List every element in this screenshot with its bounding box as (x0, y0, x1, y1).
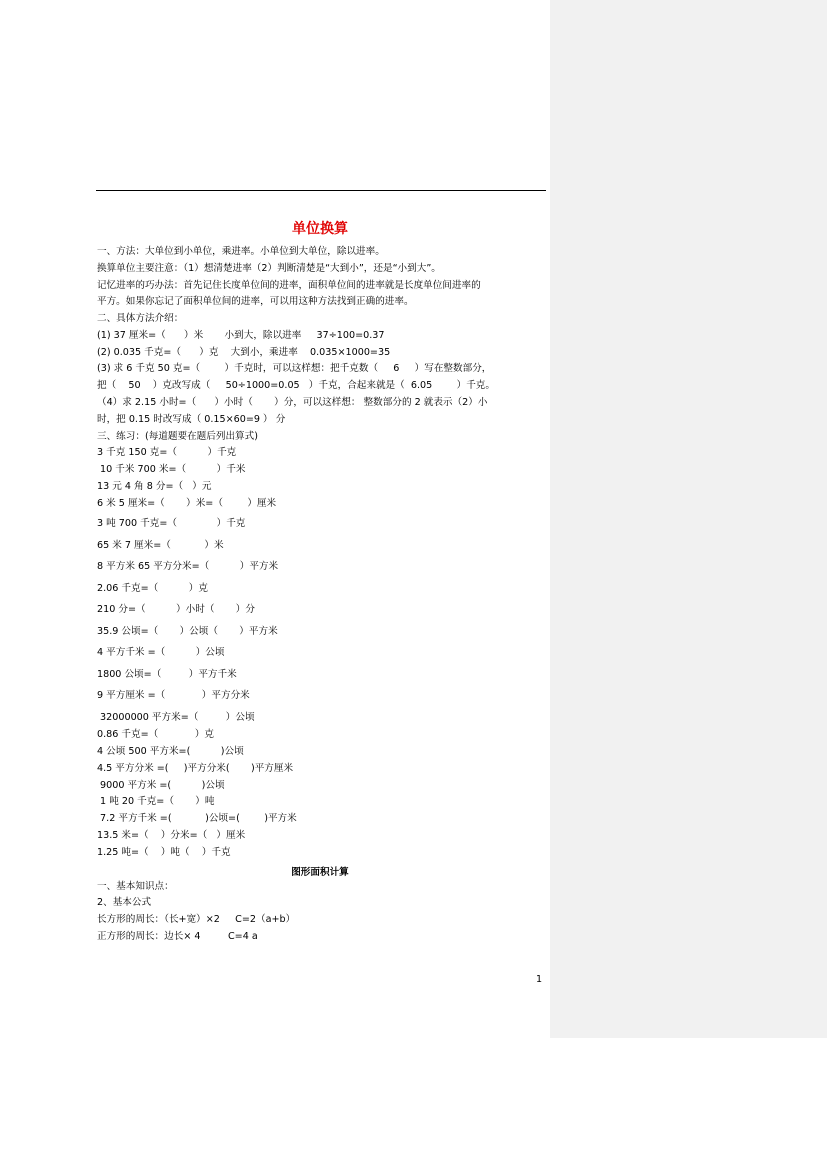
text-line: 210 分=（ ）小时（ ）分 (97, 604, 255, 615)
text-line: 2、基本公式 (97, 897, 152, 908)
text-line: 平方。如果你忘记了面积单位间的进率，可以用这种方法找到正确的进率。 (97, 296, 414, 307)
text-line: 4 平方千米 =（ ）公顷 (97, 647, 225, 658)
text-line: 一、基本知识点： (97, 881, 174, 892)
comment-pane (550, 0, 827, 1038)
text-line: (3) 求 6 千克 50 克=（ ）千克时，可以这样想：把千克数（ 6 ）写在整数部分， (97, 363, 492, 374)
text-line: 换算单位主要注意：（1）想清楚进率（2）判断清楚是“大到小”，还是“小到大”。 (97, 263, 441, 274)
text-line: 3 千克 150 克=（ ）千克 (97, 447, 237, 458)
text-line: 9000 平方米 =( )公顷 (97, 780, 225, 791)
text-line: 6 米 5 厘米=（ ）米=（ ）厘米 (97, 498, 277, 509)
text-line: 长方形的周长：（长+宽）×2 C=2（a+b） (97, 914, 296, 925)
page-title: 单位换算 (292, 221, 348, 237)
text-line: 13 元 4 角 8 分=（ ）元 (97, 481, 212, 492)
text-line: 9 平方厘米 =（ ）平方分米 (97, 690, 250, 701)
text-line: 1800 公顷=（ ）平方千米 (97, 669, 237, 680)
text-line: 8 平方米 65 平方分米=（ ）平方米 (97, 561, 279, 572)
text-line: （4）求 2.15 小时=（ ）小时（ ）分，可以这样想： 整数部分的 2 就表示（2）小 (97, 397, 488, 408)
text-line: 正方形的周长：边长× 4 C=4 a (97, 931, 258, 942)
text-line: 1 吨 20 千克=（ ）吨 (97, 796, 215, 807)
text-line: 一、方法：大单位到小单位，乘进率。小单位到大单位，除以进率。 (97, 246, 385, 257)
text-line: 时，把 0.15 时改写成（ 0.15×60=9 ） 分 (97, 414, 286, 425)
text-line: 7.2 平方千米 =( )公顷=( )平方米 (97, 813, 297, 824)
text-line: 2.06 千克=（ ）克 (97, 583, 208, 594)
text-line: (1) 37 厘米=（ ）米 小到大，除以进率 37÷100=0.37 (97, 330, 385, 341)
text-line: 0.86 千克=（ ）克 (97, 729, 215, 740)
header-rule (96, 190, 546, 191)
text-line: 二、具体方法介绍： (97, 313, 184, 324)
text-line: 三、练习：(每道题要在题后列出算式) (97, 431, 258, 442)
text-line: 把（ 50 ）克改写成（ 50÷1000=0.05 ）千克，合起来就是（ 6.05 ）千克。 (97, 380, 495, 391)
text-line: 35.9 公顷=（ ）公顷（ ）平方米 (97, 626, 278, 637)
text-line: 1.25 吨=（ ）吨（ ）千克 (97, 847, 231, 858)
text-line: 记忆进率的巧办法：首先记住长度单位间的进率，面积单位间的进率就是长度单位间进率的 (97, 280, 481, 291)
text-line: 32000000 平方米=（ ）公顷 (97, 712, 255, 723)
text-line: 65 米 7 厘米=（ ）米 (97, 540, 224, 551)
text-line: 4 公顷 500 平方米=( )公顷 (97, 746, 244, 757)
text-line: 3 吨 700 千克=（ ）千克 (97, 518, 246, 529)
section-subtitle: 图形面积计算 (291, 867, 349, 878)
page-number: 1 (536, 974, 543, 985)
text-line: (2) 0.035 千克=（ ）克 大到小，乘进率 0.035×1000=35 (97, 347, 391, 358)
text-line: 13.5 米=（ ）分米=（ ）厘米 (97, 830, 246, 841)
text-line: 4.5 平方分米 =( )平方分米( )平方厘米 (97, 763, 294, 774)
text-line: 10 千米 700 米=（ ）千米 (97, 464, 246, 475)
